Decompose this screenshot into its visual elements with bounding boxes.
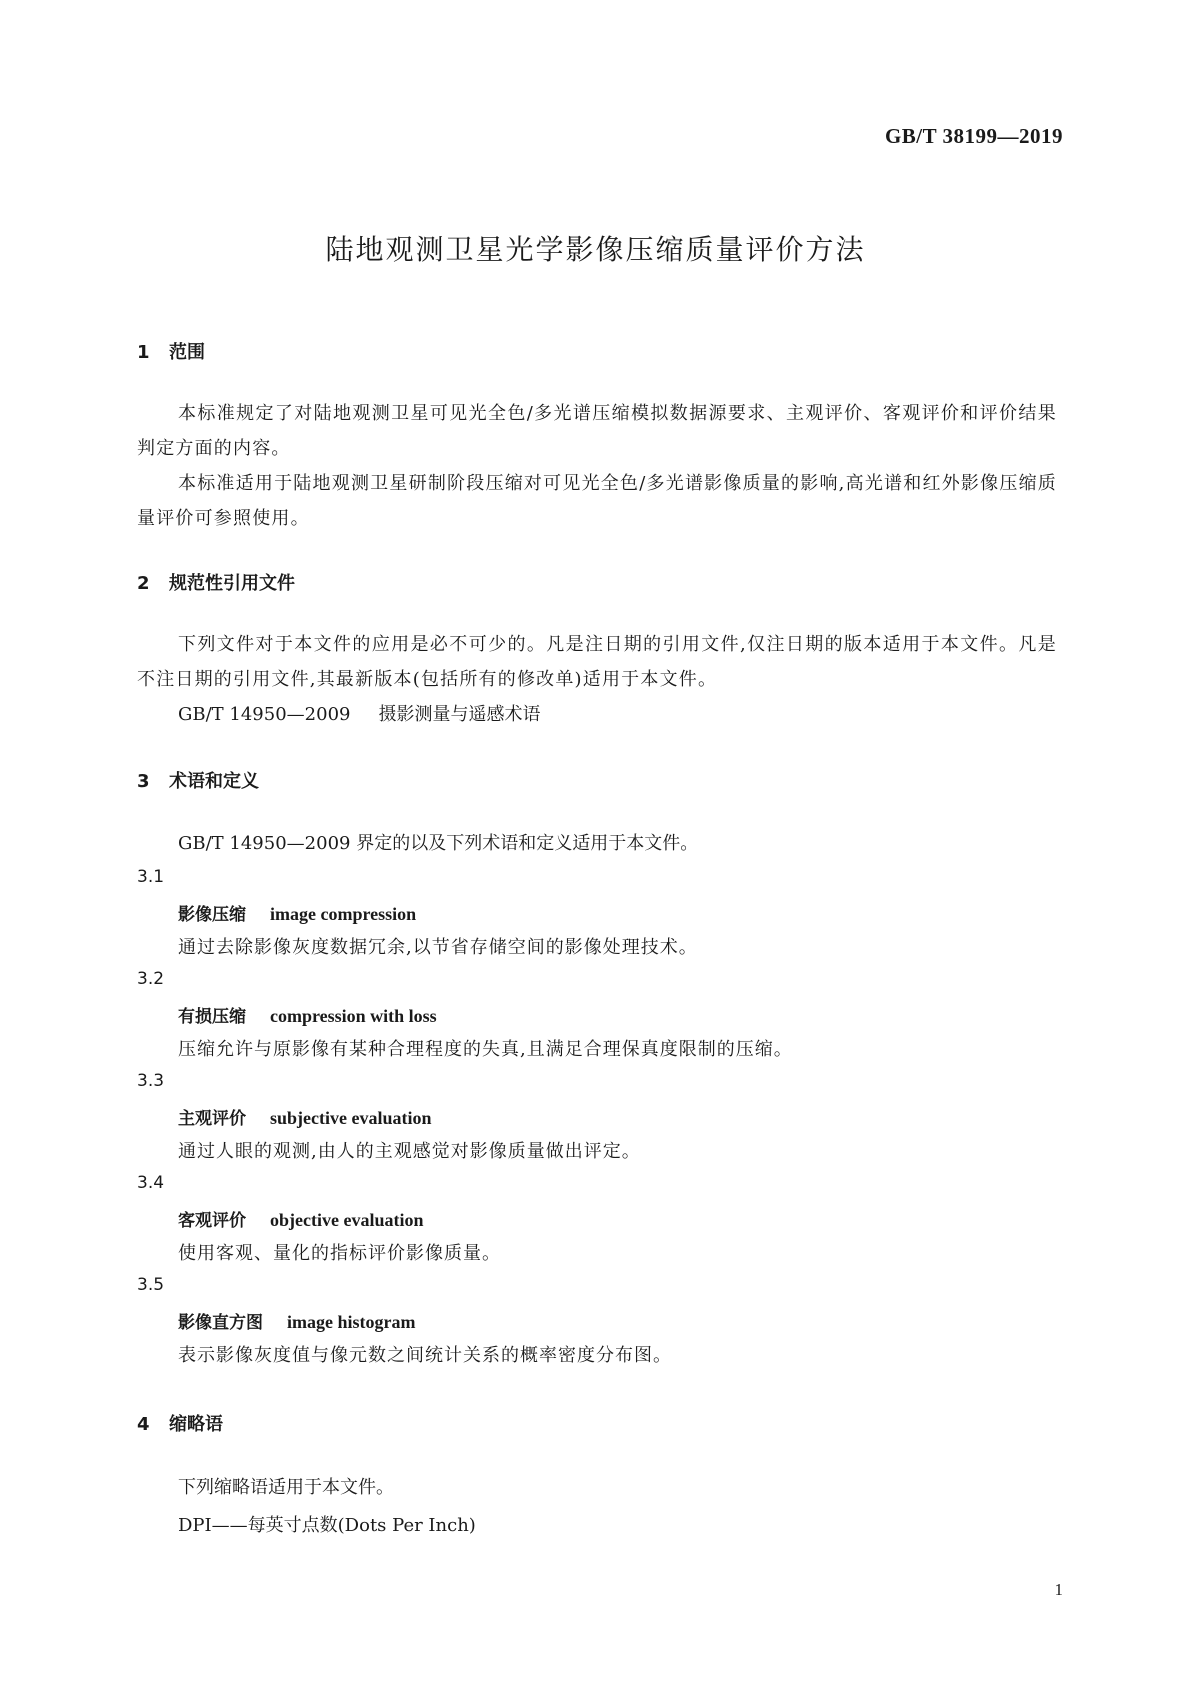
reference-name: 摄影测量与遥感术语 — [378, 704, 541, 725]
term-number: 3.5 — [137, 1275, 165, 1295]
term-definition: 通过去除影像灰度数据冗余,以节省存储空间的影像处理技术。 — [178, 937, 698, 958]
scope-paragraph-1: 本标准规定了对陆地观测卫星可见光全色/多光谱压缩模拟数据源要求、主观评价、客观评价和评价结果判定方面的内容。 — [137, 403, 1057, 459]
term-number: 3.3 — [137, 1071, 165, 1091]
term-definition: 使用客观、量化的指标评价影像质量。 — [178, 1243, 501, 1264]
terms-intro: GB/T 14950—2009 界定的以及下列术语和定义适用于本文件。 — [178, 833, 699, 854]
reference-code: GB/T 14950—2009 — [178, 704, 351, 725]
term-definition: 压缩允许与原影像有某种合理程度的失真,且满足合理保真度限制的压缩。 — [178, 1039, 793, 1060]
section-number: 4 — [137, 1414, 150, 1435]
normative-refs-paragraph: 下列文件对于本文件的应用是必不可少的。凡是注日期的引用文件,仅注日期的版本适用于本文件。凡是不注日期的引用文件,其最新版本(包括所有的修改单)适用于本文件。 — [137, 634, 1057, 690]
scope-paragraph-2: 本标准适用于陆地观测卫星研制阶段压缩对可见光全色/多光谱影像质量的影响,高光谱和红外影像压缩质量评价可参照使用。 — [137, 473, 1057, 529]
term-title — [178, 1206, 423, 1231]
page-number: 1 — [1054, 1580, 1063, 1599]
section-3-heading — [137, 767, 259, 793]
section-2-heading — [137, 569, 295, 595]
term-en: image compression — [270, 904, 417, 924]
term-number: 3.4 — [137, 1173, 165, 1193]
term-definition: 表示影像灰度值与像元数之间统计关系的概率密度分布图。 — [178, 1345, 672, 1366]
term-title — [178, 900, 416, 925]
term-zh: 客观评价 — [178, 1211, 246, 1231]
document-title: 陆地观测卫星光学影像压缩质量评价方法 — [325, 233, 866, 266]
term-zh: 主观评价 — [178, 1109, 246, 1129]
term-en: subjective evaluation — [270, 1108, 432, 1128]
term-title — [178, 1308, 415, 1333]
section-title: 规范性引用文件 — [169, 573, 295, 594]
term-number: 3.2 — [137, 969, 165, 989]
section-number: 3 — [137, 771, 150, 792]
term-en: compression with loss — [270, 1006, 437, 1026]
term-zh: 有损压缩 — [178, 1007, 246, 1027]
term-en: image histogram — [287, 1312, 416, 1332]
section-number: 1 — [137, 342, 150, 363]
section-1-heading — [137, 338, 205, 364]
term-definition: 通过人眼的观测,由人的主观感觉对影像质量做出评定。 — [178, 1141, 641, 1162]
term-zh: 影像直方图 — [178, 1313, 263, 1333]
section-title: 范围 — [169, 342, 205, 363]
standard-code: GB/T 38199—2019 — [884, 124, 1063, 148]
term-zh: 影像压缩 — [178, 905, 246, 925]
abbreviation-item: DPI——每英寸点数(Dots Per Inch) — [178, 1515, 476, 1536]
abbreviations-intro: 下列缩略语适用于本文件。 — [178, 1477, 394, 1498]
term-en: objective evaluation — [270, 1210, 424, 1230]
section-title: 缩略语 — [169, 1414, 223, 1435]
section-number: 2 — [137, 573, 150, 594]
term-number: 3.1 — [137, 867, 165, 887]
reference-item — [178, 697, 540, 732]
section-4-heading — [137, 1410, 223, 1436]
term-title — [178, 1002, 437, 1027]
term-title — [178, 1104, 432, 1129]
section-title: 术语和定义 — [169, 771, 259, 792]
